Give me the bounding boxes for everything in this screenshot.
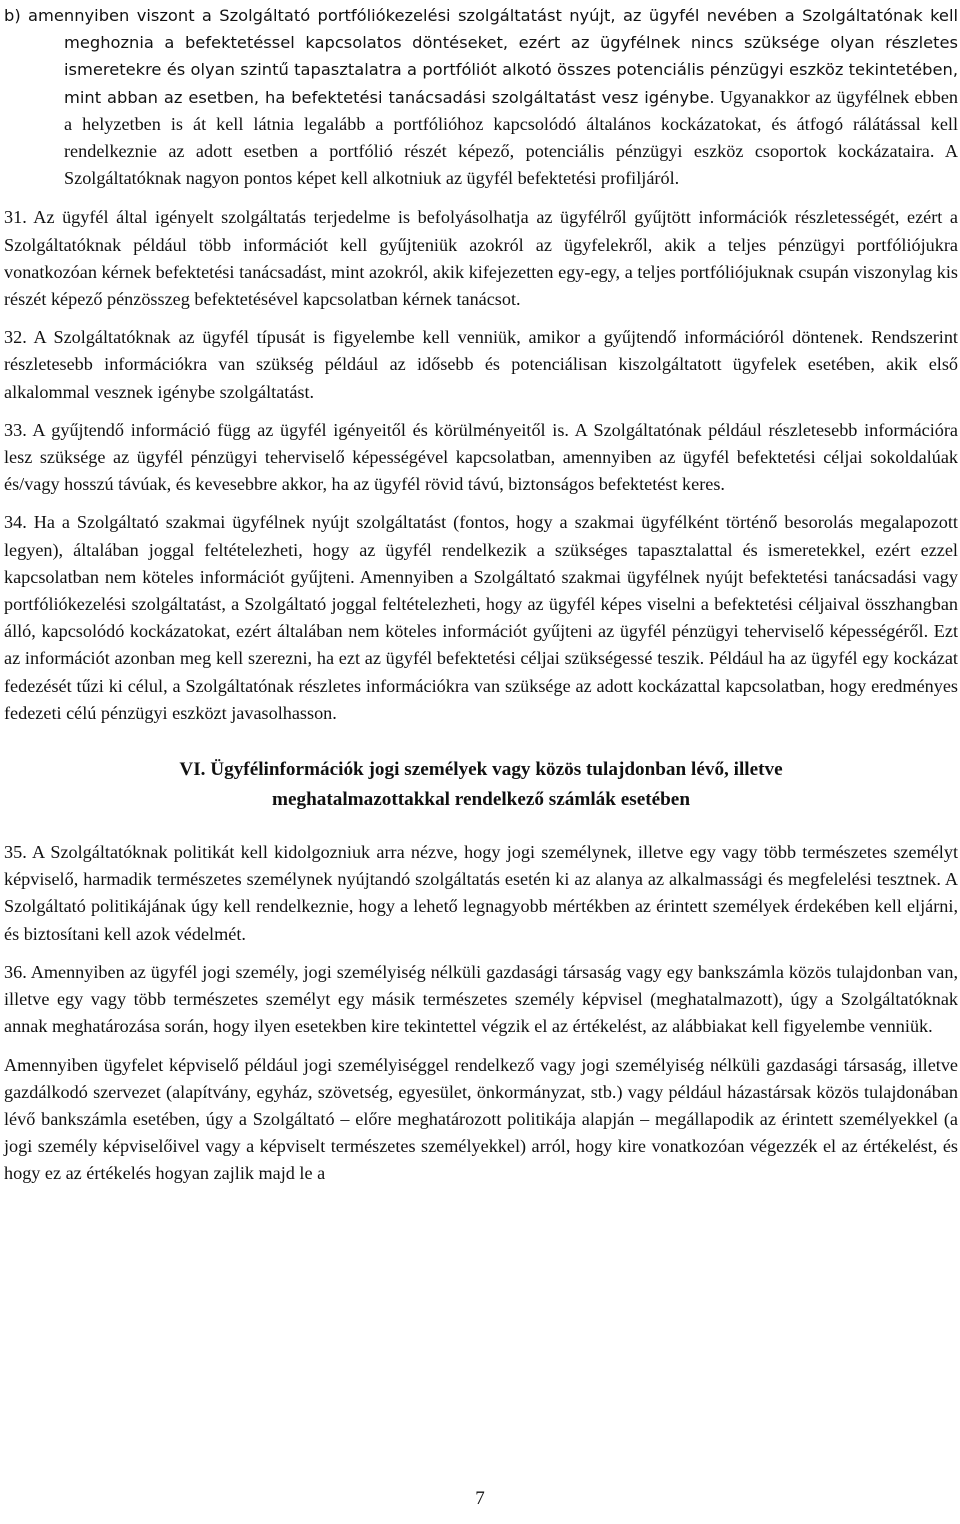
item-b-sans-text: b) amennyiben viszont a Szolgáltató portfóliókezelési szolgáltatást nyújt, az ügyfél nevében a Szolgáltatónak kell meghoznia a befektetéssel kapcsolatos döntéseket, ezért az ügyfélnek nincs szüksége olyan részletes ismeretekre és olyan szintű tapasztalatra a portfóliót alkotó összes potenciális pénzügyi eszköz tekintetében, mint abban az esetben, ha befektetési tanácsadási szolgáltatást vesz igénybe. xyxy=(4,6,958,107)
paragraph-36-continuation: Amennyiben ügyfelet képviselő például jogi személyiséggel rendelkező vagy jogi személyiség nélküli gazdasági társaság, illetve gazdálkodó szervezet (alapítvány, egyház, szövetség, egyesület, önkormányzat, stb.) vagy például házastársak közös tulajdonában lévő bankszámla esetében, úgy a Szolgáltató – előre meghatározott politikája alapján – megállapodik az érintett személyekkel (a jogi személy képviselőivel vagy a képviselt természetes személyekkel) arról, hogy kire vonatkozóan végezzék el az értékelést, és hogy ez az értékelés hogyan zajlik majd le a xyxy=(4,1054,958,1184)
item-b-serif-text: Ugyanakkor az ügyfélnek ebben a helyzetben is át kell látnia legalább a portfólióhoz kapcsolódó általános kockázatokat, és átfogó rálátással kell rendelkeznie az adott esetben a portfólió részét képező, potenciális pénzügyi eszköz csoportok kockázataira. A Szolgáltatóknak nagyon pontos képet kell alkotniuk az ügyfél befektetési profiljáról. xyxy=(64,86,958,189)
page-number: 7 xyxy=(475,1488,485,1509)
paragraph-36: 36. Amennyiben az ügyfél jogi személy, jogi személyiség nélküli gazdasági társaság vagy egy bankszámla közös tulajdonban van, illetve egy vagy több természetes személyt egy másik természetes személy képvisel (meghatalmazott), úgy a Szolgáltatóknak annak meghatározása során, hogy ilyen esetekben kire tekintettel végzik el az értékelést, az alábbiakat kell figyelembe venniük. xyxy=(4,961,958,1037)
document-page xyxy=(4,0,958,1188)
paragraph-33: 33. A gyűjtendő információ függ az ügyfél igényeitől és körülményeitől is. A Szolgáltatónak például részletesebb információra lesz szüksége az ügyfél pénzügyi teherviselő képességével kapcsolatban, amennyiben az ügyfél befektetési céljai sokoldalúak és/vagy hosszú távúak, és kevesebbre akkor, ha az ügyfél rövid távú, biztonságos befektetést keres. xyxy=(4,419,958,495)
paragraph-35: 35. A Szolgáltatóknak politikát kell kidolgozniuk arra nézve, hogy jogi személynek, illetve egy vagy több természetes személyt képviselő, harmadik természetes személynek nyújtandó szolgáltatás esetén ki az alanya az alkalmassági és megfelelési tesztnek. A Szolgáltató politikájának úgy kell rendelkeznie, hogy a lehető legnagyobb mértékben az érintett személyek érdekében kell eljárni, és biztosítani kell azok védelmét. xyxy=(4,842,958,944)
section-heading-vi xyxy=(4,755,958,814)
paragraph-32: 32. A Szolgáltatóknak az ügyfél típusát is figyelembe kell venniük, amikor a gyűjtendő információról döntenek. Rendszerint részletesebb információkra van szükség például az idősebb és potenciálisan kiszolgáltatott ügyfelek esetében, akik első alkalommal vesznek igénybe szolgáltatást. xyxy=(4,327,958,402)
section-heading-line-1: VI. Ügyfélinformációk jogi személyek vagy közös tulajdonban lévő, illetve xyxy=(179,759,783,781)
paragraph-34: 34. Ha a Szolgáltató szakmai ügyfélnek nyújt szolgáltatást (fontos, hogy a szakmai ügyfélként történő besorolás megalapozott legyen), általában joggal feltételezheti, hogy az ügyfél rendelkezik a szükséges tapasztalattal és ismeretekkel, ezért ezzel kapcsolatban nem köteles információt gyűjteni. Amennyiben a Szolgáltató szakmai ügyfélnek nyújt befektetési tanácsadási vagy portfóliókezelési szolgáltatást, a Szolgáltató joggal feltételezheti, hogy az ügyfél képes viselni a befektetési céljaival összhangban álló, kapcsolódó kockázatokat, ezért általában nem köteles információt gyűjteni az ügyfél pénzügyi teherviselő képességéről. Ezt az információt azonban meg kell szerezni, ha ezt az ügyfél befektetési céljai szükségessé teszik. Például ha az ügyfél egy kockázat fedezését tűzi ki célul, a Szolgáltatónak részletes információkra van szüksége az adott kockázattal kapcsolatban, hogy eredményes fedezeti célú pénzügyi eszközt javasolhasson. xyxy=(4,512,958,723)
paragraph-31: 31. Az ügyfél által igényelt szolgáltatás terjedelme is befolyásolhatja az ügyfélről gyűjtött információk részletességét, ezért a Szolgáltatóknak például több információt kell gyűjteniük azokról az ügyfelekről, akik a teljes pénzügyi portfóliójukra vonatkozóan kérnek befektetési tanácsadást, mint azokról, akik kifejezetten egy-egy, a teljes portfóliójuknak csupán viszonylag kis részét képező pénzösszeg befektetésével kapcsolatban kérnek tanácsot. xyxy=(4,207,958,310)
paragraph-item-b xyxy=(4,0,958,192)
section-heading-line-2: meghatalmazottakkal rendelkező számlák esetében xyxy=(272,788,690,810)
